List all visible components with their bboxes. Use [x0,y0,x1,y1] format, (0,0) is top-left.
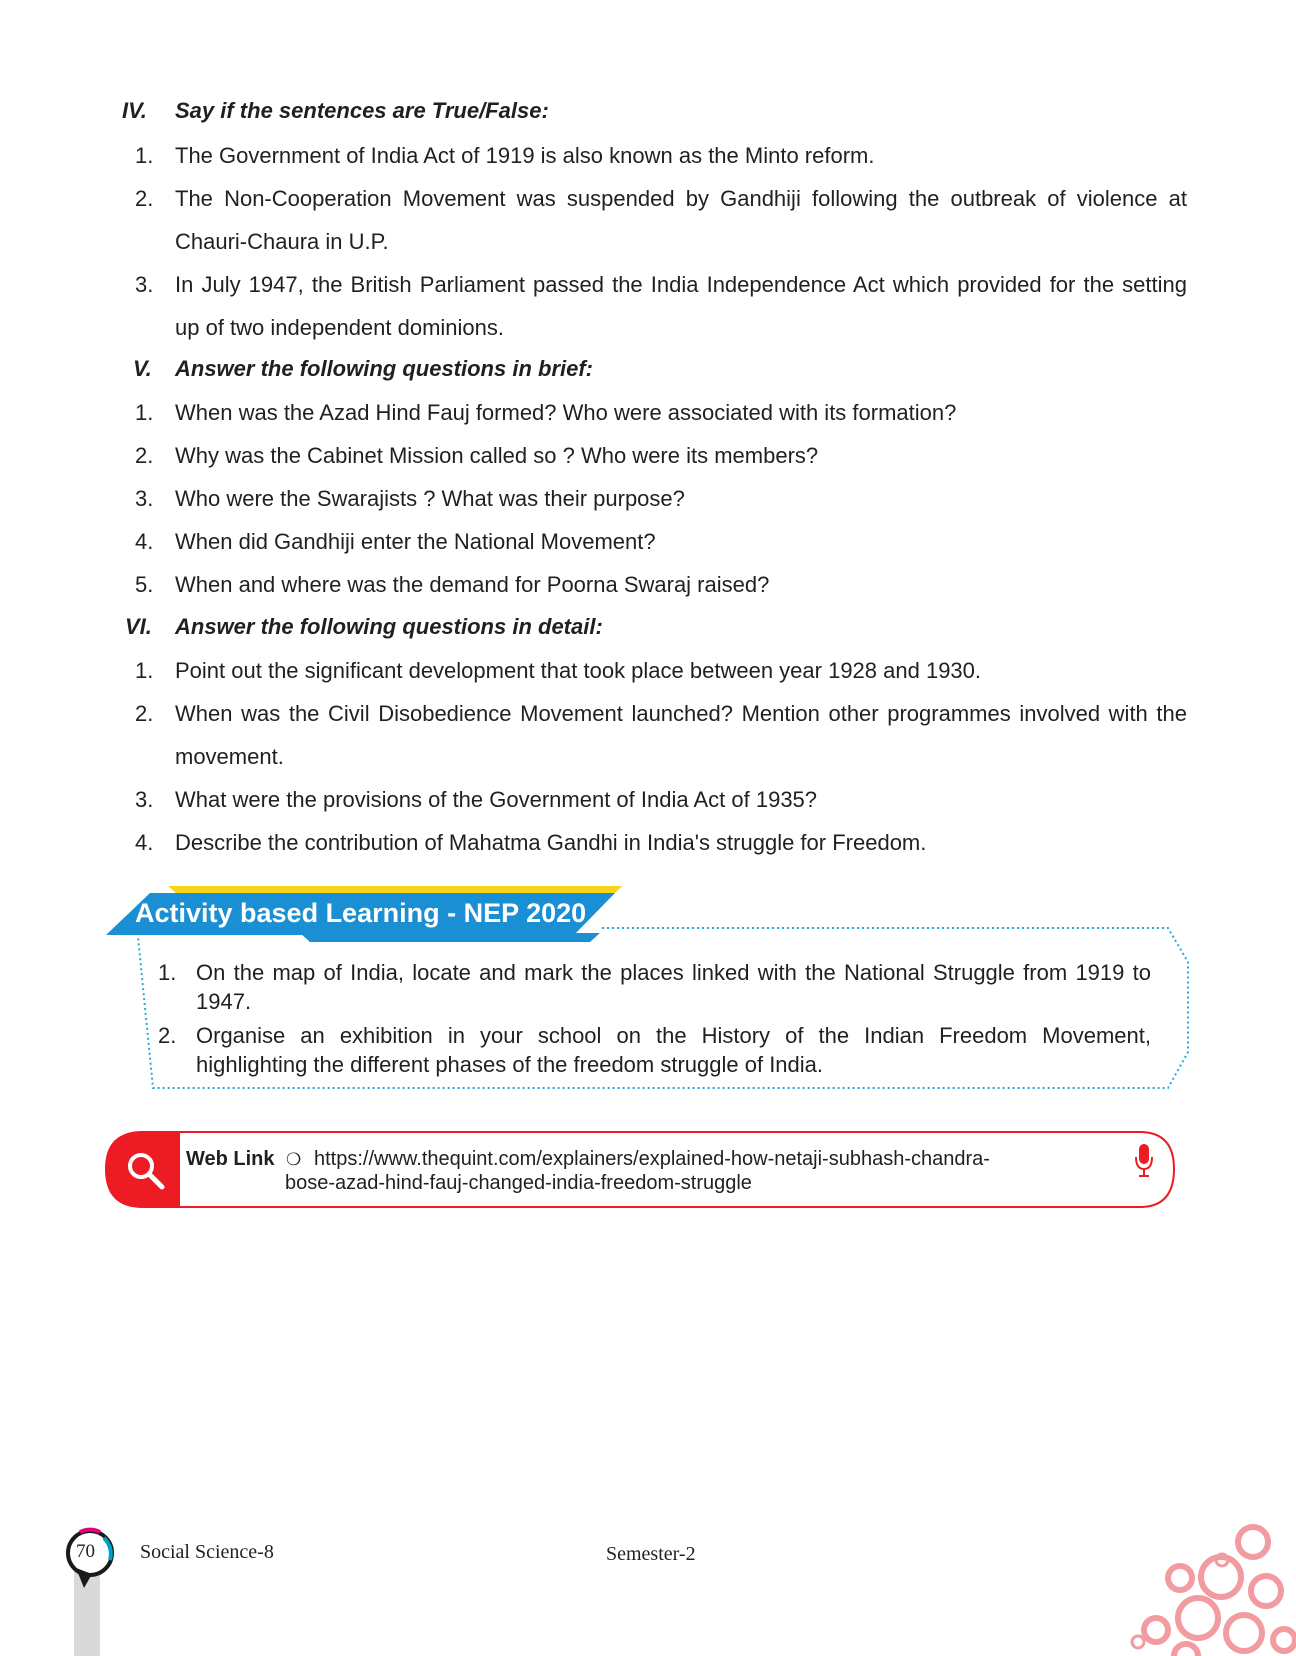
weblink-url-line2[interactable]: bose-azad-hind-fauj-changed-india-freedom-struggle [285,1172,752,1194]
section-vi-title: Answer the following questions in detail: [175,614,603,639]
footer-book-title: Social Science-8 [140,1541,274,1563]
page-number: 70 [76,1541,95,1562]
activity-title: Activity based Learning - NEP 2020 [135,898,587,928]
section-v-title: Answer the following questions in brief: [175,356,594,381]
weblink-url-line1[interactable]: https://www.thequint.com/explainers/explained-how-netaji-subhash-chandra- [314,1148,990,1170]
weblink-label: Web Link [186,1148,275,1170]
section-vi-number: VI. [125,614,152,639]
section-v-number: V. [133,356,152,381]
weblink-bullet: ❍ [286,1150,302,1169]
footer-semester: Semester-2 [606,1543,696,1565]
section-iv-title: Say if the sentences are True/False: [175,98,549,123]
section-iv-number: IV. [122,98,147,123]
textbook-page: IV. Say if the sentences are True/False: 1. The Government of India Act of 1919 is also known as the Minto reform. 2. The Non-Cooperation Movement was suspended by Gandhiji following the outbreak of violence at Chauri-Chaura in U.P. 3. In July 1947, the British Parliament passed the India Independence Act which provided for the setting up of two independent dominions. V. Answer the following questions in brief: 1. When was the Azad Hind Fauj formed? Who were associated with its formation? 2. Why was the Cabinet Mission called so ? Who were its members? 3. Who were the Swarajists ? What was their purpose? 4. When did Gandhiji enter the National Movement? 5. When and where was the demand for Poorna Swaraj raised? VI. Answer the following questions in detail: 1. Point out the significant development that took place between year 1928 and 1930. 2. When was the Civil Disobedience Movement launched? Mention other programmes involved with the movement. 3. What were the provisions of the Government of India Act of 1935? 4. Describe the contribution of Mahatma Gandhi in India's struggle for Freedom. Activity based Learning - NEP 2020 1. On the map of India, locate and mark the places linked with the National Struggle from 1919 to 1947. 2. Organise an exhibition in your school on the History of the Indian Freedom Movement, highlighting the different phases of the freedom struggle of India. Web Link ❍ https://www.thequint.com/explainers/explained-how-netaji-subhash-chandra- bose-azad-hind-fauj-changed-india-freedom-struggle 70 Social Science-8 Semester-2 [0,0,1296,1656]
